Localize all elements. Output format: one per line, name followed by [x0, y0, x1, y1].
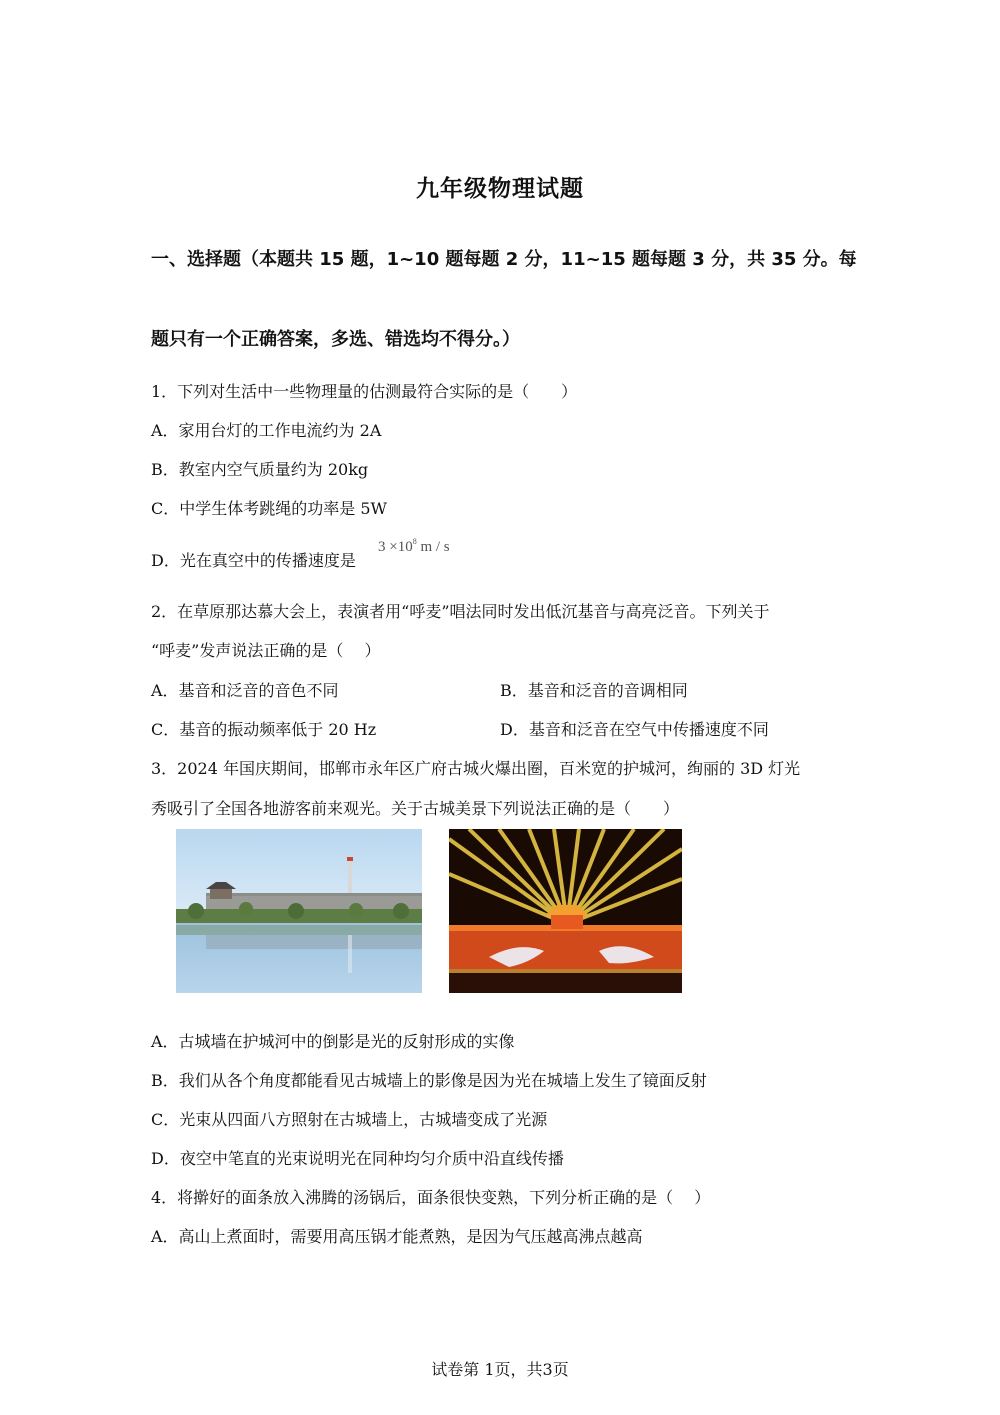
q3-stem-line2: 秀吸引了全国各地游客前来观光。关于古城美景下列说法正确的是（ ）: [151, 799, 680, 818]
city-wall-daytime-photo: [176, 829, 422, 993]
q2-option-c: C．基音的振动频率低于 20 Hz: [151, 720, 377, 739]
q4-stem: 4．将擀好的面条放入沸腾的汤锅后，面条很快变熟，下列分析正确的是（ ）: [151, 1188, 711, 1207]
q1-option-d: D．光在真空中的传播速度是: [151, 551, 356, 570]
speed-of-light-formula: $3 \times 10^8$ m / s: [378, 537, 450, 555]
q4-option-a: A．高山上煮面时，需要用高压锅才能煮熟，是因为气压越高沸点越高: [151, 1227, 643, 1246]
q3-option-d: D．夜空中笔直的光束说明光在同种均匀介质中沿直线传播: [151, 1149, 564, 1168]
q1-option-b: B．教室内空气质量约为 20kg: [151, 460, 369, 479]
q2-option-a: A．基音和泛音的音色不同: [151, 681, 339, 700]
q2-option-b: B．基音和泛音的音调相同: [500, 681, 688, 700]
q1-option-a: A．家用台灯的工作电流约为 2A: [151, 421, 382, 440]
q2-option-d: D．基音和泛音在空气中传播速度不同: [500, 720, 769, 739]
q3-option-c: C．光束从四面八方照射在古城墙上，古城墙变成了光源: [151, 1110, 548, 1129]
q3-stem-line1: 3．2024 年国庆期间，邯郸市永年区广府古城火爆出圈，百米宽的护城河，绚丽的 3D 灯光: [151, 759, 801, 778]
page-title: 九年级物理试题: [416, 176, 584, 202]
q3-option-b: B．我们从各个角度都能看见古城墙上的影像是因为光在城墙上发生了镜面反射: [151, 1071, 707, 1090]
q1-stem: 1．下列对生活中一些物理量的估测最符合实际的是（ ）: [151, 382, 578, 401]
page-footer: 试卷第 1页，共3页: [431, 1360, 569, 1379]
q2-stem-line1: 2．在草原那达慕大会上，表演者用“呼麦”唱法同时发出低沉基音与高亮泛音。下列关于: [151, 602, 770, 621]
section-heading-line1: 一、选择题（本题共 15 题，1~10 题每题 2 分，11~15 题每题 3 分，共 35 分。每: [151, 249, 857, 270]
light-show-night-photo: [449, 829, 682, 993]
q2-stem-line2: “呼麦”发声说法正确的是（ ）: [151, 641, 381, 660]
section-heading-line2: 题只有一个正确答案，多选、错选均不得分。）: [151, 329, 520, 350]
q1-option-c: C．中学生体考跳绳的功率是 5W: [151, 499, 387, 518]
q3-option-a: A．古城墙在护城河中的倒影是光的反射形成的实像: [151, 1032, 515, 1051]
